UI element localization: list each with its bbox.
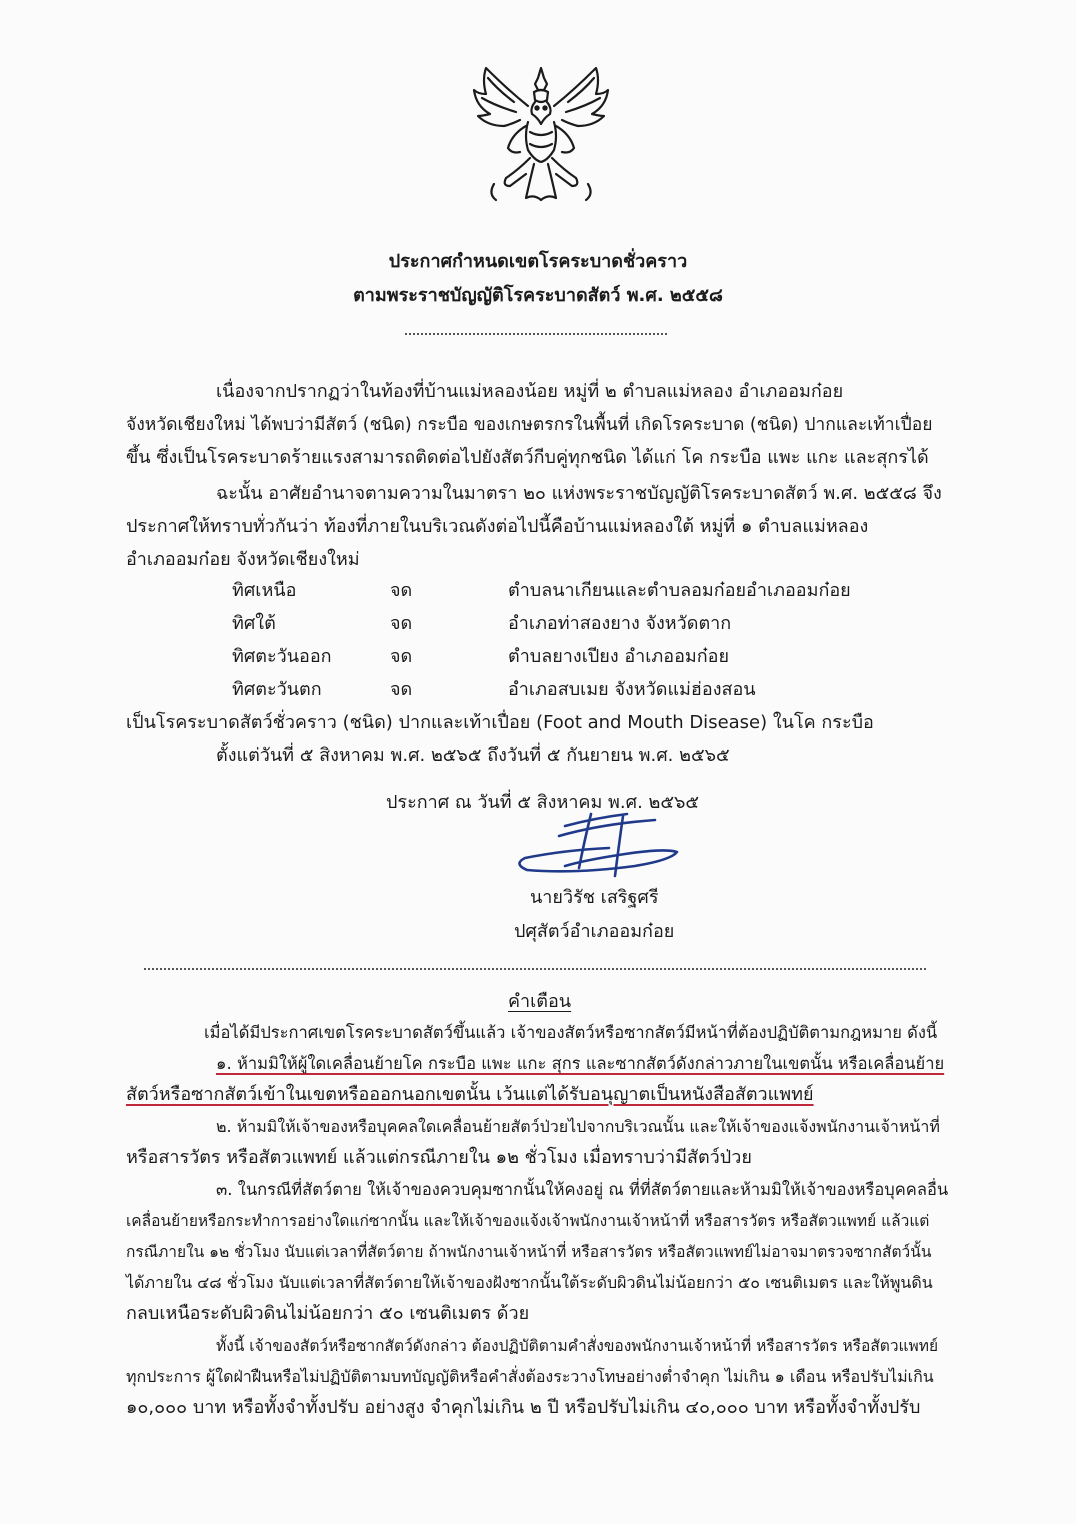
warning-item-1-line-1: ๑. ห้ามมิให้ผู้ใดเคลื่อนย้ายโค กระบือ แพะ แกะ สุกร และซากสัตว์ดังกล่าวภายในเขตนั้น หรือเคลื่อนย้าย xyxy=(216,1054,945,1073)
section-divider xyxy=(144,968,926,970)
warning-heading: คำเตือน xyxy=(508,991,572,1012)
disease-line-1: เป็นโรคระบาดสัตว์ชั่วคราว (ชนิด) ปากและเท้าเปื่อย (Foot and Mouth Disease) ในโค กระบือ xyxy=(126,712,874,733)
warning-closing-line-1: ทั้งนี้ เจ้าของสัตว์หรือซากสัตว์ดังกล่าว ต้องปฏิบัติตามคำสั่งของพนักงานเจ้าหน้าที่ หรือสารวัตร หรือสัตวแพทย์ xyxy=(216,1337,939,1355)
boundary-verb: จด xyxy=(390,613,413,634)
warning-closing-line-2: ทุกประการ ผู้ใดฝ่าฝืนหรือไม่ปฏิบัติตามบทบัญญัติหรือคำสั่งต้องระวางโทษอย่างต่ำจำคุก ไม่เกิน ๑ เดือน หรือปรับไม่เกิน xyxy=(126,1367,934,1386)
warning-item-3-line-2: เคลื่อนย้ายหรือกระทำการอย่างใดแก่ซากนั้น และให้เจ้าของแจ้งเจ้าพนักงานเจ้าหน้าที่ หรือสารวัตร หรือสัตวแพทย์ แล้วแต่ xyxy=(126,1212,930,1230)
boundary-direction: ทิศตะวันตก xyxy=(232,679,322,700)
warning-item-3-line-4: ได้ภายใน ๔๘ ชั่วโมง นับแต่เวลาที่สัตว์ตายให้เจ้าของฝังซากนั้นใต้ระดับผิวดินไม่น้อยกว่า ๕๐ เซนติเมตร และให้พูนดิน xyxy=(126,1273,933,1292)
boundary-direction: ทิศตะวันออก xyxy=(232,646,332,667)
title-line-1: ประกาศกำหนดเขตโรคระบาดชั่วคราว xyxy=(388,251,688,272)
boundary-place: ตำบลยางเปียง อำเภออมก๋อย xyxy=(508,646,730,667)
boundary-verb: จด xyxy=(390,679,413,700)
warning-item-2-line-1: ๒. ห้ามมิให้เจ้าของหรือบุคคลใดเคลื่อนย้ายสัตว์ป่วยไปจากบริเวณนั้น และให้เจ้าของแจ้งพนักงานเจ้าหน้าที่ xyxy=(216,1117,940,1136)
warning-item-2-line-2: หรือสารวัตร หรือสัตวแพทย์ แล้วแต่กรณีภายใน ๑๒ ชั่วโมง เมื่อทราบว่ามีสัตว์ป่วย xyxy=(126,1147,752,1168)
disease-line-2: ตั้งแต่วันที่ ๕ สิงหาคม พ.ศ. ๒๕๖๕ ถึงวันที่ ๕ กันยายน พ.ศ. ๒๕๖๕ xyxy=(216,745,730,766)
paragraph-2-line-3: อำเภออมก๋อย จังหวัดเชียงใหม่ xyxy=(126,549,360,570)
boundary-place: อำเภอสบเมย จังหวัดแม่ฮ่องสอน xyxy=(508,679,756,700)
paragraph-2-line-1: ฉะนั้น อาศัยอำนาจตามความในมาตรา ๒๐ แห่งพระราชบัญญัติโรคระบาดสัตว์ พ.ศ. ๒๕๕๘ จึง xyxy=(216,483,942,504)
paragraph-2-line-2: ประกาศให้ทราบทั่วกันว่า ท้องที่ภายในบริเวณดังต่อไปนี้คือบ้านแม่หลองใต้ หมู่ที่ ๑ ตำบลแม่หลอง xyxy=(126,516,869,537)
warning-item-3-line-3: กรณีภายใน ๑๒ ชั่วโมง นับแต่เวลาที่สัตว์ตาย ถ้าพนักงานเจ้าหน้าที่ หรือสารวัตร หรือสัตวแพทย์ไม่อาจมาตรวจซากสัตว์นั้น xyxy=(126,1243,932,1261)
garuda-emblem-icon xyxy=(468,60,614,210)
warning-item-3-line-1: ๓. ในกรณีที่สัตว์ตาย ให้เจ้าของควบคุมซากนั้นให้คงอยู่ ณ ที่ที่สัตว์ตายและห้ามมิให้เจ้าของหรือบุคคลอื่น xyxy=(216,1180,949,1199)
handwritten-signature xyxy=(505,808,685,888)
warning-item-3-line-5: กลบเหนือระดับผิวดินไม่น้อยกว่า ๕๐ เซนติเมตร ด้วย xyxy=(126,1303,530,1324)
boundary-verb: จด xyxy=(390,580,413,601)
paragraph-1-line-2: จังหวัดเชียงใหม่ ได้พบว่ามีสัตว์ (ชนิด) กระบือ ของเกษตรกรในพื้นที่ เกิดโรคระบาด (ชนิด) ปากและเท้าเปื่อย xyxy=(126,415,933,435)
title-line-2: ตามพระราชบัญญัติโรคระบาดสัตว์ พ.ศ. ๒๕๕๘ xyxy=(353,285,723,306)
warning-item-1-line-2: สัตว์หรือซากสัตว์เข้าในเขตหรือออกนอกเขตนั้น เว้นแต่ได้รับอนุญาตเป็นหนังสือสัตวแพทย์ xyxy=(126,1084,814,1105)
signatory-position: ปศุสัตว์อำเภออมก๋อย xyxy=(514,921,675,942)
signatory-name: นายวิรัช เสริฐศรี xyxy=(530,887,659,908)
boundary-place: อำเภอท่าสองยาง จังหวัดตาก xyxy=(508,613,732,634)
paragraph-1-line-3: ขึ้น ซึ่งเป็นโรคระบาดร้ายแรงสามารถติดต่อไปยังสัตว์กีบคู่ทุกชนิด ได้แก่ โค กระบือ แพะ แกะ และสุกรได้ xyxy=(126,447,929,468)
warning-closing-line-3: ๑๐,๐๐๐ บาท หรือทั้งจำทั้งปรับ อย่างสูง จำคุกไม่เกิน ๒ ปี หรือปรับไม่เกิน ๔๐,๐๐๐ บาท หรือทั้งจำทั้งปรับ xyxy=(126,1397,921,1418)
boundary-direction: ทิศเหนือ xyxy=(232,580,297,601)
paragraph-1-line-1: เนื่องจากปรากฏว่าในท้องที่บ้านแม่หลองน้อย หมู่ที่ ๒ ตำบลแม่หลอง อำเภออมก๋อย xyxy=(216,381,844,402)
boundary-direction: ทิศใต้ xyxy=(232,613,276,634)
warning-intro: เมื่อได้มีประกาศเขตโรคระบาดสัตว์ขึ้นแล้ว เจ้าของสัตว์หรือซากสัตว์มีหน้าที่ต้องปฏิบัติตามกฎหมาย ดังนี้ xyxy=(204,1023,938,1042)
announce-date: ประกาศ ณ วันที่ ๕ สิงหาคม พ.ศ. ๒๕๖๕ xyxy=(386,792,700,813)
boundary-verb: จด xyxy=(390,646,413,667)
boundary-place: ตำบลนาเกียนและตำบลอมก๋อยอำเภออมก๋อย xyxy=(508,580,851,601)
title-divider xyxy=(405,333,667,335)
